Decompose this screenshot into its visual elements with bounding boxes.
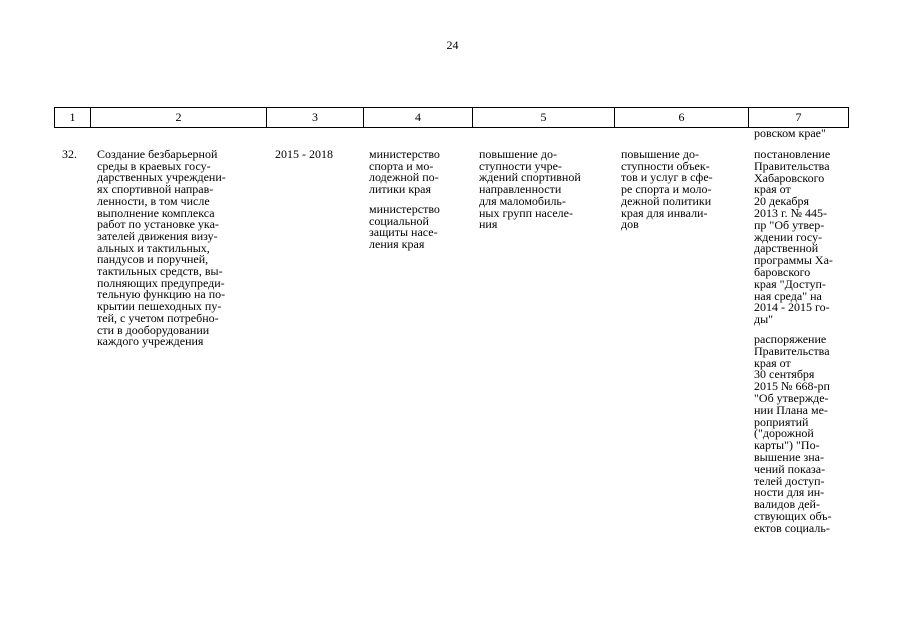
column-number-3: 3 [267,108,364,128]
column-number-5: 5 [473,108,615,128]
legal-basis-resolution: постановление Правительства Хабаровского края от 20 декабря 2013 г. № 445- пр "Об утвер- ждении госу- дарственной программы Ха- баровского края "Доступ- ная среда" на 2014 - 2015 го- ды" [754,147,833,327]
carry-over-text: ровском крае" [754,126,826,140]
social-result: повышение до- ступности объек- тов и услуг в сфе- ре спорта и моло- дежной политики края для инвали- дов [621,147,713,232]
legal-basis-order: распоряжение Правительства края от 30 сентября 2015 № 668-рп "Об утвержде- нии Плана ме- роприятий ("дорожной карты") "По- вышение зна- чений показа- телей доступ- ности для ин- валидов дей- ствующих объ- ектов социаль- [754,331,832,535]
column-number-4: 4 [364,108,473,128]
column-number-1: 1 [55,108,91,128]
direct-result: повышение до- ступности учре- ждений спортивной направленности для маломобиль- ных групп населе- ния [479,147,581,232]
measure-description: Создание безбарьерной среды в краевых госу- дарственных учреждени- ях спортивной направ- ленности, в том числе выполнение комплекса работ по установке ука- зателей движения визу- альных и тактильных, пандусов и поручней, тактильных средств, вы- полняющих предупреди- тельную функцию на по- крытии пешеходных пу- тей, с учетом потребно- сти в дооборудовании каждого учреждения [97,147,226,349]
page-number: 24 [446,38,459,52]
column-number-6: 6 [615,108,749,128]
implementation-period: 2015 - 2018 [275,147,333,161]
executor-sport-ministry: министерство спорта и мо- лодежной по- литики края [369,147,440,197]
column-number-2: 2 [91,108,267,128]
legal-basis [754,149,833,543]
column-number-header [54,107,849,128]
executor-social-ministry: министерство социальной защиты насе- ления края [369,201,440,251]
column-number-7: 7 [749,108,849,128]
responsible-executors [369,149,440,259]
row-number: 32. [62,147,77,161]
